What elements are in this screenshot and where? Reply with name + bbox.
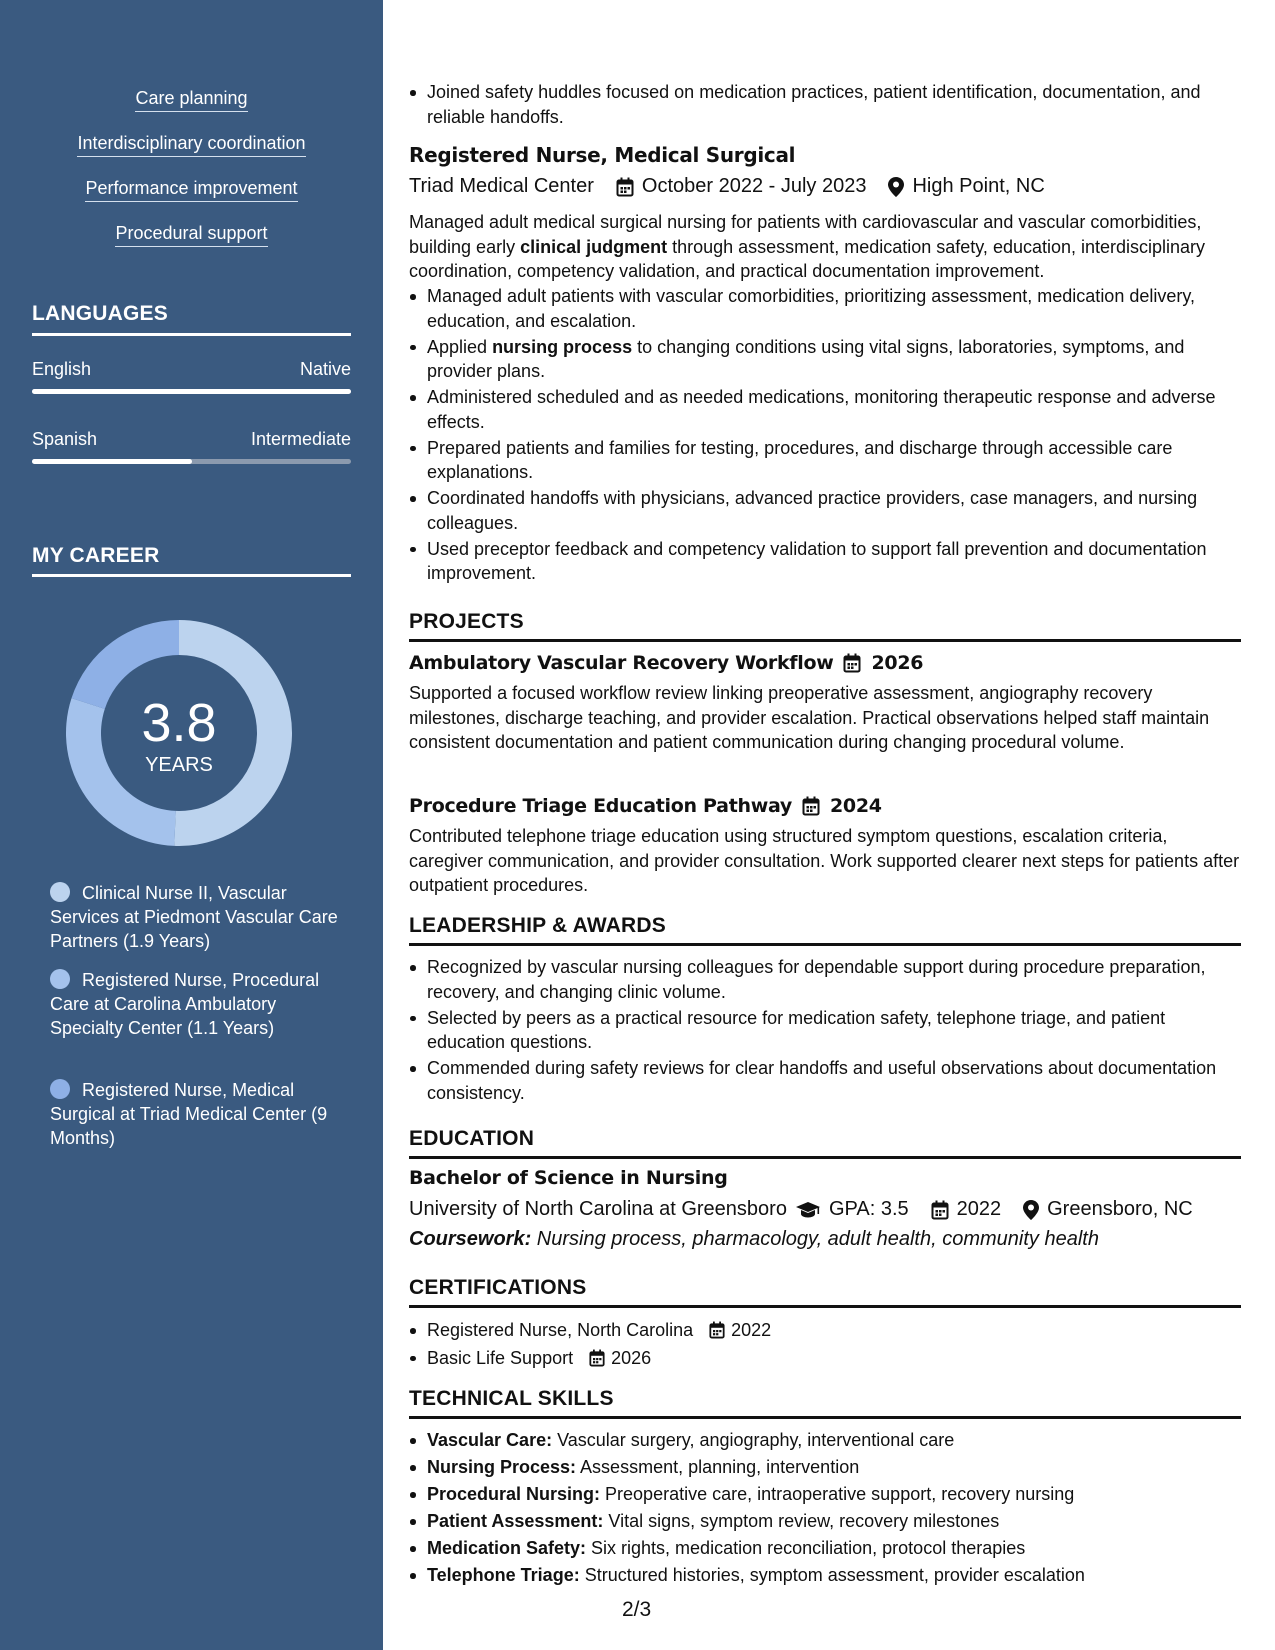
location-pin-icon [1023,1200,1039,1220]
graduation-cap-icon [795,1201,821,1219]
skill-link-interdisciplinary[interactable] [0,133,383,157]
technical-skills-list [409,1428,1241,1590]
career-item [50,968,340,1040]
education-rule [409,1156,1241,1159]
language-level: Intermediate [250,429,351,449]
coursework-text: Nursing process, pharmacology, adult health, community health [531,1228,1099,1250]
bullet-keyword: nursing process [492,336,633,357]
calendar-icon [616,177,634,197]
language-name: Spanish [32,429,98,449]
job-summary [409,210,1241,284]
career-rule [32,574,351,577]
bullet-item: Managed adult patients with vascular comorbidities, prioritizing assessment, medication delivery, education, and escalation. [409,284,1241,333]
career-item-text: Registered Nurse, Medical Surgical at Triad Medical Center (9 Months) [50,1080,328,1148]
bullet-item: Recognized by vascular nursing colleagues for dependable support during procedure preparation, recovery, and changing clinic volume. [409,955,1241,1004]
career-donut-center [66,620,292,846]
language-level: Native [299,359,351,379]
career-item-text: Registered Nurse, Procedural Care at Carolina Ambulatory Specialty Center (1.1 Years) [50,970,320,1038]
career-dot [50,1079,70,1099]
project-title: Ambulatory Vascular Recovery Workflow [409,652,834,674]
career-item-text: Clinical Nurse II, Vascular Services at Piedmont Vascular Care Partners (1.9 Years) [50,883,338,951]
skill-link-procedural[interactable] [0,223,383,247]
certification-name: Registered Nurse, North Carolina [427,1320,694,1340]
summary-keyword: clinical judgment [520,236,668,257]
skill-item [409,1509,1241,1534]
job-dates: October 2022 - July 2023 [641,175,867,197]
project-title-row [409,652,1241,674]
page-number: 2/3 [622,1598,652,1621]
calendar-icon [802,796,820,816]
project-title: Procedure Triage Education Pathway [409,795,792,817]
language-bar-fill [32,389,351,394]
education-year: 2022 [956,1198,1002,1220]
location-pin-icon [888,177,904,197]
education-gpa: GPA: 3.5 [828,1198,909,1220]
job-title: Registered Nurse, Medical Surgical [409,143,796,167]
language-bar-fill [32,459,192,464]
skill-values: Six rights, medication reconciliation, protocol therapies [586,1538,1026,1558]
skill-item [409,1563,1241,1588]
language-row-english [32,359,351,380]
skill-values: Vital signs, symptom review, recovery milestones [603,1511,1000,1531]
bullet-text: Applied [427,336,493,357]
skill-item [409,1482,1241,1507]
education-location: Greensboro, NC [1047,1198,1193,1220]
language-bar-english [32,389,351,394]
bullet-item: Selected by peers as a practical resource for medication safety, telephone triage, and patient education questions. [409,1006,1241,1055]
coursework-label: Coursework: [409,1228,532,1250]
summary-text: Managed adult medical surgical nursing for patients with cardiovascular and vascular comorbidities, building early [409,212,1202,257]
leadership-bullets [409,955,1241,1107]
skill-category: Nursing Process: [427,1457,577,1477]
bullet-item: Joined safety huddles focused on medication practices, patient identification, documentation, and reliable handoffs. [409,80,1241,129]
certification-year: 2026 [611,1347,652,1368]
skill-label: Performance improvement [85,178,297,202]
project-year: 2024 [829,795,882,817]
certification-item [409,1318,1241,1343]
skill-category: Patient Assessment: [427,1511,604,1531]
certifications-rule [409,1305,1241,1308]
prev-job-bullets [409,80,1241,131]
project-year: 2026 [871,652,924,674]
calendar-icon [709,1321,725,1339]
certification-item [409,1346,1241,1371]
skill-category: Procedural Nursing: [427,1484,601,1504]
skill-item [409,1428,1241,1453]
bullet-item: Used preceptor feedback and competency validation to support fall prevention and documentation improvement. [409,537,1241,586]
job-employer: Triad Medical Center [409,175,594,197]
bullet-item [409,335,1241,384]
calendar-icon [843,653,861,673]
skill-link-performance[interactable] [0,178,383,202]
career-dot [50,969,70,989]
career-heading: MY CAREER [32,544,160,567]
language-name: English [32,359,92,379]
certification-year: 2022 [731,1320,772,1340]
calendar-icon [589,1349,605,1367]
career-total-unit: YEARS [145,754,213,776]
calendar-icon [931,1200,949,1220]
projects-heading: PROJECTS [409,610,524,633]
skill-category: Medication Safety: [427,1538,587,1558]
project-title-row [409,795,1241,817]
skill-values: Preoperative care, intraoperative support, recovery nursing [600,1484,1075,1504]
skill-category: Vascular Care: [427,1430,553,1450]
languages-heading: LANGUAGES [32,302,168,325]
degree-title: Bachelor of Science in Nursing [409,1167,728,1189]
summary-text: through assessment, medication safety, education, interdisciplinary coordination, competency validation, and practical documentation improvement. [409,236,1206,281]
skill-label: Procedural support [115,223,267,247]
skill-values: Vascular surgery, angiography, interventional care [552,1430,955,1450]
leadership-rule [409,943,1241,946]
technical-skills-heading: TECHNICAL SKILLS [409,1387,614,1410]
projects-rule [409,639,1241,642]
bullet-item: Coordinated handoffs with physicians, advanced practice providers, case managers, and nursing colleagues. [409,486,1241,535]
sidebar [0,0,383,1650]
bullet-item: Prepared patients and families for testing, procedures, and discharge through accessible care explanations. [409,436,1241,485]
certification-name: Basic Life Support [427,1347,574,1368]
skill-label: Care planning [135,88,247,112]
certifications-list [409,1318,1241,1372]
skill-category: Telephone Triage: [427,1565,580,1585]
skill-item [409,1455,1241,1480]
job-meta [409,175,1241,198]
project-description: Contributed telephone triage education using structured symptom questions, escalation criteria, caregiver communication, and provider consultation. Work supported clearer next steps for patients after outpatient procedures. [409,826,1240,895]
school-name: University of North Carolina at Greensboro [409,1198,787,1220]
career-item [50,881,340,953]
job-location: High Point, NC [912,175,1045,197]
leadership-heading: LEADERSHIP & AWARDS [409,914,666,937]
career-total-value: 3.8 [141,693,217,753]
technical-skills-rule [409,1416,1241,1419]
skill-label: Interdisciplinary coordination [77,133,305,157]
certifications-heading: CERTIFICATIONS [409,1276,587,1299]
skill-link-care-planning[interactable] [0,88,383,112]
languages-rule [32,333,351,336]
skill-values: Assessment, planning, intervention [576,1457,860,1477]
job-bullets [409,284,1241,587]
language-bar-spanish [32,459,351,464]
bullet-item: Commended during safety reviews for clear handoffs and useful observations about documentation consistency. [409,1056,1241,1105]
career-dot [50,882,70,902]
skill-item [409,1536,1241,1561]
education-heading: EDUCATION [409,1127,535,1150]
coursework [409,1228,1241,1251]
project-description: Supported a focused workflow review linking preoperative assessment, angiography recovery milestones, discharge teaching, and provider escalation. Practical observations helped staff maintain consistent documentation and patient communication during changing procedural volume. [409,683,1210,752]
language-row-spanish [32,429,351,450]
bullet-text: to changing conditions using vital signs, laboratories, symptoms, and provider plans. [427,336,1185,381]
bullet-item: Administered scheduled and as needed medications, monitoring therapeutic response and adverse effects. [409,385,1241,434]
education-meta [409,1198,1241,1221]
career-item [50,1078,340,1150]
skill-values: Structured histories, symptom assessment, provider escalation [579,1565,1085,1585]
